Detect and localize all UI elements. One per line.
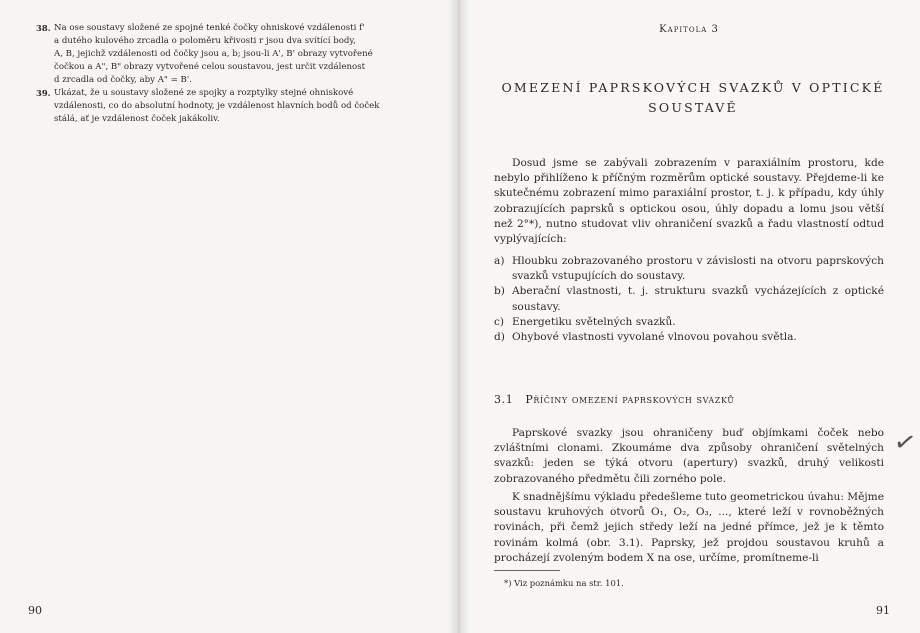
- problem-list: [36, 22, 428, 126]
- paragraph-1: Paprskové svazky jsou ohraničeny buď objímkami čoček nebo zvláštními clonami. Zkoumáme dva způsoby ohraničení světelných svazků: jeden se týká otvoru (apertury) svazků, druhý velikosti zobrazovaného předmětu čili zorného pole.: [494, 427, 884, 485]
- text-line: čočkou a A", B" obrazy vytvořené celou soustavou, jest určit vzdálenost: [54, 62, 366, 72]
- paragraph-2: K snadnějšímu výkladu předešleme tuto geometrickou úvahu: Mějme soustavu kruhových otvorů O₁, O₂, O₃, ..., které leží v rovnoběžných rovinách, při čemž jejich středy leží na jedné přímce, jež je k těmto rovinám kolmá (obr. 3.1). Paprsky, jež projdou soustavou kruhů a procházejí zvoleným bodem X na ose, určíme, promítneme-li: [494, 491, 884, 564]
- footnote-divider: [494, 570, 560, 571]
- section-heading: [494, 393, 735, 406]
- list-item: [494, 330, 884, 345]
- list-text: Aberační vlastnosti, t. j. strukturu svazků vycházejících z optické soustavy.: [512, 285, 884, 313]
- problem-number: 38.: [36, 23, 51, 33]
- page-number: 91: [876, 604, 890, 617]
- list-label: c): [494, 315, 505, 328]
- left-page: [0, 0, 458, 633]
- problem-text: [54, 87, 428, 126]
- problem-38: [36, 22, 428, 87]
- intro-paragraph: Dosud jsme se zabývali zobrazením v paraxiálním prostoru, kde nebylo přihlíženo k příčným rozměrům optické soustavy. Přejdeme-li ke skutečnému zobrazení mimo paraxiální prostor, t. j. k případu, kdy úhly zobrazujících paprsků s optickou osou, úhly dopadu a lomu jsou větší než 2°*), nutno studovat vliv ohraničení svazků a řadu vlastností odtud vyplývajících:: [494, 157, 884, 246]
- text-line: stálá, ať je vzdálenost čoček jakákoliv.: [54, 114, 220, 124]
- page-number: 90: [28, 604, 42, 617]
- problem-number: 39.: [36, 88, 51, 98]
- list-label: a): [494, 255, 505, 267]
- list-item: [494, 284, 884, 314]
- text-line: A, B, jejichž vzdálenosti od čočky jsou a, b; jsou-li A', B' obrazy vytvořené: [54, 49, 373, 59]
- list-item: [494, 254, 884, 284]
- list-label: d): [494, 331, 505, 344]
- problem-39: [36, 87, 428, 126]
- property-list: [494, 254, 884, 345]
- text-line: Na ose soustavy složené ze spojné tenké čočky ohniskové vzdálenosti f': [54, 23, 365, 33]
- chapter-title-line: SOUSTAVĚ: [648, 100, 738, 115]
- list-text: Energetiku světelných svazků.: [512, 315, 676, 328]
- problem-text: [54, 22, 428, 87]
- section-title: Příčiny omezení paprskových svazků: [525, 393, 735, 406]
- checkmark-icon: ✓: [891, 426, 919, 460]
- list-text: Hloubku zobrazovaného prostoru v závislosti na otvoru paprskových svazků vstupujících do soustavy.: [512, 255, 884, 283]
- list-label: b): [494, 285, 505, 298]
- chapter-title-line: OMEZENÍ PAPRSKOVÝCH SVAZKŮ V OPTICKÉ: [501, 80, 885, 95]
- text-line: a dutého kulového zrcadla o poloměru křivosti r jsou dva svítící body,: [54, 36, 356, 46]
- right-page: [458, 0, 920, 633]
- list-item: [494, 315, 884, 330]
- list-text: Ohybové vlastnosti vyvolané vlnovou povahou světla.: [512, 331, 797, 344]
- section-number: 3.1: [494, 393, 514, 406]
- text-line: vzdálenosti, co do absolutní hodnoty, je vzdálenost hlavních bodů od čoček: [54, 101, 380, 111]
- text-line: d zrcadla od čočky, aby A" = B'.: [54, 75, 192, 85]
- footnote: *) Viz poznámku na str. 101.: [504, 578, 624, 588]
- chapter-title: [498, 78, 888, 118]
- text-line: Ukázat, že u soustavy složené ze spojky a rozptylky stejné ohniskové: [54, 88, 354, 98]
- chapter-label: Kapitola 3: [659, 24, 719, 35]
